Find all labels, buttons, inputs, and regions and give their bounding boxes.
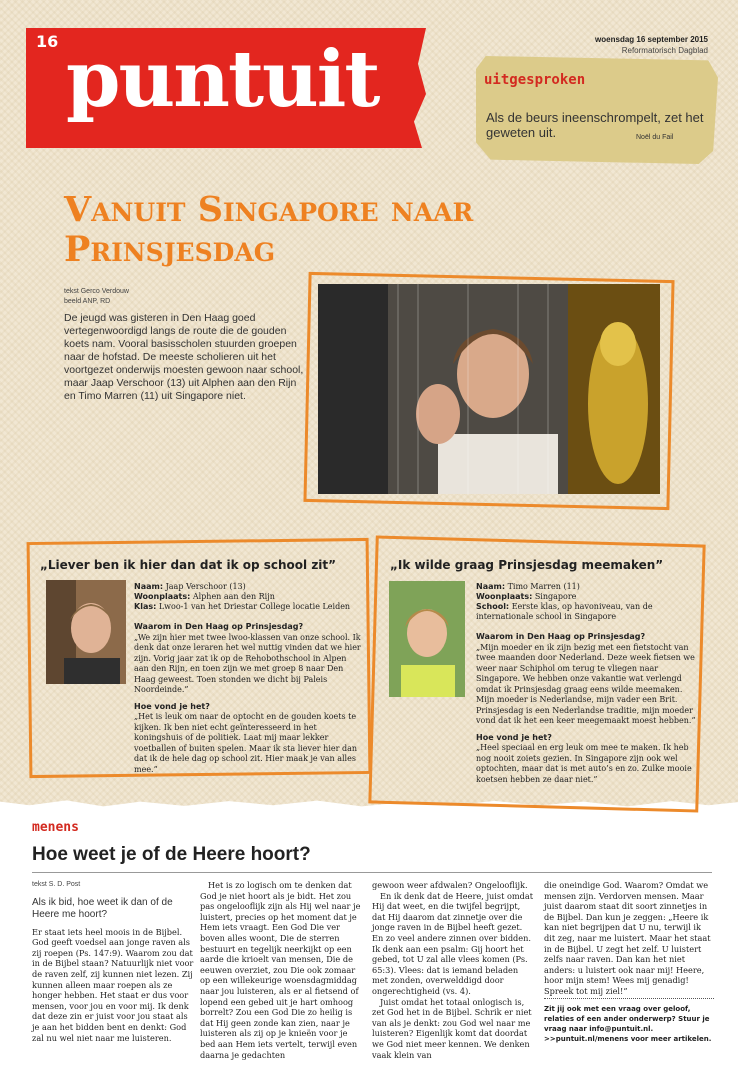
interview-left-info: Naam: Jaap Verschoor (13) Woonplaats: Alphen aan den Rijn Klas: Lwoo-1 van het Driestar College locatie Leiden [134, 582, 351, 611]
interview-right-info: Naam: Timo Marren (11) Woonplaats: Singapore School: Eerste klas, op havoniveau, van de internationale school in Singapore [476, 582, 653, 621]
question: Hoe vond je het? [476, 732, 552, 742]
menens-title: Hoe weet je of de Heere hoort? [32, 844, 311, 865]
timo-name: Timo Marren (11) [507, 582, 580, 591]
quote-author: Noël du Fail [636, 134, 674, 141]
interview-right-title: „Ik wilde graag Prinsjesdag meemaken” [390, 558, 664, 572]
menens-paragraph: gewoon weer afdwalen? Ongelooflijk. [372, 880, 528, 890]
article-intro: De jeugd was gisteren in Den Haag goed vertegenwoordigd langs de route die de gouden koets nam. Vooral basisscholen stuurden groepen naar de hofstad. De meeste scholieren uit het voortgezet onderwijs moesten gewoon naar school, maar Jaap Verschoor (13) uit Alphen aan den Rijn en Timo Marren (11) uit Singapore niet. [64, 312, 304, 402]
answer: „Mijn moeder en ik zijn bezig met een fietstocht van twee maanden door Nederland. Deze week fietsen we weer naar Schiphol om terug te vliegen naar Singapore. We hebben onze vakantie wat verlengd omdat ik Prinsjesdag graag eens wilde meemaken. Mijn moeder is Nederlandse, mijn vader een Brit. Prinsjesdag is een Nederlandse traditie, mijn moeder vond dat ik het een keer meegemaakt moest hebben.” [476, 642, 696, 725]
quote-label: uitgesproken [484, 72, 586, 88]
answer: „We zijn hier met twee lwoo-klassen van onze school. Ik denk dat onze leraren het wel nuttig vinden dat we hier zijn. Vorig jaar zat ik op de Rehobothschool in Alpen aan den Rijn, en toen zijn we met groep 8 naar Den Haag geweest. Toen stonden we dicht bij Paleis Noordeinde.” [134, 632, 361, 694]
credit-image: beeld ANP, RD [64, 298, 111, 305]
jaap-name: Jaap Verschoor (13) [165, 582, 246, 591]
interview-left-title: „Liever ben ik hier dan dat ik op school zit” [40, 558, 337, 572]
newspaper-name: Reformatorisch Dagblad [621, 46, 708, 55]
menens-footer-note: Zit jij ook met een vraag over geloof, relaties of een ander onderwerp? Stuur je vraag naar info@puntuit.nl. >>puntuit.nl/menens voor meer artikelen. [544, 998, 714, 1044]
page-number: 16 [36, 32, 59, 51]
menens-paragraph: Juist omdat het totaal onlogisch is, zet God het in de Bijbel. Schrik er niet van als je denkt: zou God wel naar me luisteren? Eigenlijk komt dat doordat we God niet meer kennen. We denken vaak klein van [372, 996, 532, 1060]
quote-text: Als de beurs ineenschrompelt, zet het geweten uit. [486, 110, 704, 140]
issue-date: woensdag 16 september 2015 [595, 35, 708, 44]
menens-paragraph: die oneindige God. Waarom? Omdat we mensen zijn. Verdorven mensen. Maar juist daarom staat dit soort zinnetjes in de Bijbel. Dan kun je zeggen: „Heere ik kan niet begrijpen dat U nu, terwijl ik dit zeg, naar me luistert. Maar het staat in de Bijbel. U zegt het zelf. U luistert zelfs naar raven. Dan kan het niet anders: u luistert ook naar mij! Heere, hoor mijn stem! Wees mij genadig! Spreek tot mij ziel!” [544, 880, 711, 996]
timo-school: Eerste klas, op havoniveau, van de internationale school in Singapore [476, 602, 653, 621]
menens-lead: Als ik bid, hoe weet ik dan of de Heere me hoort? [32, 896, 173, 920]
question: Hoe vond je het? [134, 701, 210, 711]
answer: „Het is leuk om naar de optocht en de gouden koets te kijken. Ik ben niet echt geïnteresseerd in het koningshuis of de politiek. Laat mij maar lekker voetballen of buiten spelen. Maar ik sta liever hier dan dat ik de hele dag op school zit. Hier maak je van alles mee.” [134, 712, 358, 774]
dateline [595, 34, 708, 56]
timo-photo [389, 581, 465, 697]
question: Waarom in Den Haag op Prinsjesdag? [134, 622, 304, 631]
menens-byline: tekst S. D. Post [32, 881, 81, 888]
article-headline: Vanuit Singapore naar Prinsjesdag [64, 189, 474, 270]
question: Waarom in Den Haag op Prinsjesdag? [476, 632, 646, 641]
article-credits [64, 287, 129, 307]
menens-column-2 [200, 880, 362, 1060]
menens-paragraph: En ik denk dat de Heere, juist omdat Hij dat weet, en die twijfel begrijpt, dat Hij daarom dat zinnetje over die jonge raven in de Bijbel heeft gezet. En zo veel andere zinnen over bidden. Ik denk aan een psalm: Gij hoort het gebed, tot U zal alle vlees komen (Ps. 65:3). Vlees: dat is iemand beladen met zonden, overwelddigd door ongerechtigheid (vs. 4). [372, 890, 534, 996]
menens-column-1 [32, 880, 194, 1043]
interview-left-qa [134, 616, 362, 775]
credit-text: tekst Gerco Verdouw [64, 288, 129, 295]
interview-right-qa [476, 626, 696, 785]
masthead-title: puntuit [66, 34, 379, 125]
menens-paragraph: Er staat iets heel moois in de Bijbel. God geeft voedsel aan jonge raven als zij roepen (Ps. 147:9). Waarom zou dat in de Bijbel staan? Natuurlijk niet voor de raven zelf, zij kunnen niet lezen. Zij kunnen alleen maar roepen als ze honger hebben. Het staat er dus voor mensen, voor jou en voor mij. Ik denk dat deze zin er juist voor jou staat als je aan het bidden bent en denkt: God zal nu wel niet naar me luisteren. [32, 926, 194, 1043]
section-rule [32, 872, 712, 873]
menens-column-3 [372, 880, 534, 1060]
menens-paragraph: Het is zo logisch om te denken dat God je niet hoort als je bidt. Het zou pas ongelooflijk zijn als Hij wel naar je luistert, precies op het moment dat je Hem iets vraagt. Een God Die ver boven alles woont, Die de sterren bestuurt en tegelijk neerkijkt op een aarde die krioelt van mensen, Die de eeuwen overziet, zou Die ook zomaar op een willekeurige woensdagmiddag naar jou luisteren, als er al fietsend of lopend een gebed uit je hart omhoog borrelt? Zou een God Die zo heilig is dat Hij geen zonde kan zien, naar je luisteren als zij op je knieën voor je bed aan Hem iets vertelt, terwijl even daarna je gedachten [200, 880, 361, 1060]
photo-illustration [318, 284, 660, 494]
jaap-class: Lwoo-1 van het Driestar College locatie Leiden [158, 602, 351, 611]
timo-place: Singapore [534, 592, 577, 601]
jaap-photo [46, 580, 126, 684]
menens-tag: menens [32, 820, 79, 835]
queen-carriage-photo [318, 284, 660, 494]
jaap-place: Alphen aan den Rijn [192, 592, 275, 601]
answer: „Heel speciaal en erg leuk om mee te maken. Ik heb nog nooit zoiets gezien. In Singapore zijn ook wel optochten, maar dat is met auto’s en zo. Zulke mooie koetsen hebben ze daar niet.” [476, 743, 692, 784]
menens-column-4 [544, 880, 714, 997]
